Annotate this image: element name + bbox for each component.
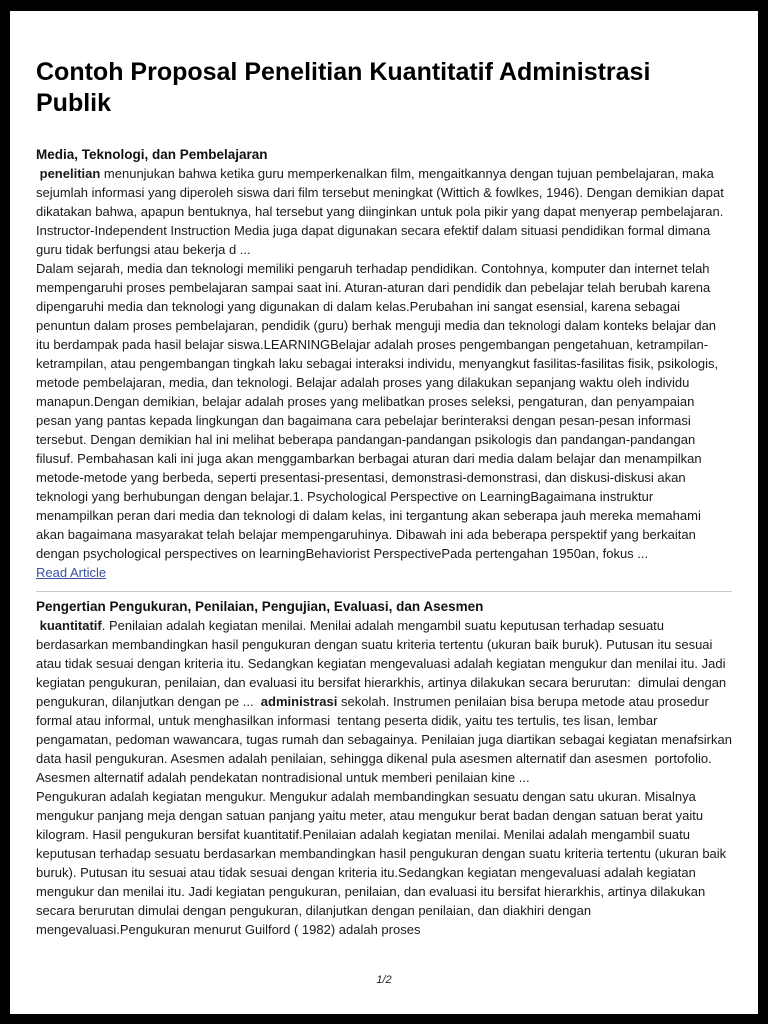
highlighted-keyword: kuantitatif: [36, 618, 102, 633]
document-page: [10, 11, 758, 1014]
section-1-paragraph-2: Dalam sejarah, media dan teknologi memiliki pengaruh terhadap pendidikan. Contohnya, komputer dan internet telah mempengaruhi proses pembelajaran sampai saat ini. Aturan-aturan dari pendidik dan pebelajar telah berubah karena dipengaruhi media dan teknologi yang digunakan di dalam kelas.Perubahan ini sangat esensial, karena sebagai penuntun dalam proses pembelajaran, pendidik (guru) berhak menguji media dan teknologi dalam konteks belajar dan itu berdampak pada hasil belajar siswa.LEARNINGBelajar adalah proses pengembangan pengetahuan, ketrampilan-ketrampilan, atau pengembangan tingkah laku sebagai interaksi individu, menyangkut fasilitas-fasilitas fisik, psikologis, metode pembelajaran, media, dan teknologi. Belajar adalah proses yang dilakukan sepanjang waktu oleh individu manapun.Dengan demikian, belajar adalah proses yang melibatkan proses seleksi, pengaturan, dan penyampaian pesan yang pantas kepada lingkungan dan bagaimana cara pebelajar berinteraksi dengan pesan-pesan informasi tersebut. Dengan demikian hal ini melihat beberapa pandangan-pandangan psikologis dan pandangan-pandangan filusuf. Pembahasan kali ini juga akan menggambarkan berbagai aturan dari media dalam belajar dan menampilkan metode-metode yang berbeda, seperti presentasi-presentasi, demonstrasi-demonstrasi, dan diskusi-diskusi akan teknologi yang berhubungan dengan belajar.1. Psychological Perspective on LearningBagaimana instruktur menampilkan peran dari media dan teknologi di dalam kelas, ini tergantung akan seberapa jauh mereka memahami akan bagaimana masyarakat telah belajar mempengaruhinya. Dibawah ini ada beberapa perspektif yang berkaitan dengan psychological perspectives on learningBehaviorist PerspectivePada pertengahan 1950an, fokus ...: [36, 261, 722, 561]
section-divider: [36, 591, 732, 592]
document-content: [10, 11, 758, 939]
article-snippet-2: [36, 597, 736, 939]
section-1-paragraph-1: [36, 164, 732, 259]
read-article-link[interactable]: Read Article: [36, 565, 107, 580]
section-1-heading: Media, Teknologi, dan Pembelajaran: [36, 147, 268, 162]
snippet-text: . Penilaian adalah kegiatan menilai. Menilai adalah mengambil suatu keputusan terhadap sesuatu berdasarkan membandingkan hasil pengukuran dengan suatu kriteria tertentu (ukuran baik buruk). Putusan itu sesuai atau tidak sesuai dengan kriteria itu. Sedangkan kegiatan mengevaluasi adalah kegiatan mengukur dan menilai itu. Jadi kegiatan pengukuran, penilaian, dan evaluasi itu bersifat hierarkhis, artinya dilakukan secara berurutan: dimulai dengan pengukuran, dilanjutkan dengan pe ...: [36, 618, 730, 709]
read-article-row: [36, 563, 732, 582]
section-2-paragraph-2: Pengukuran adalah kegiatan mengukur. Mengukur adalah membandingkan sesuatu dengan satu ukuran. Misalnya mengukur panjang meja dengan satuan panjang yaitu meter, atau mengukur berat badan dengan satuan berat yaitu kilogram. Hasil pengukuran bersifat kuantitatif.Penilaian adalah kegiatan menilai. Menilai adalah mengambil suatu keputusan terhadap sesuatu berdasarkan membandingkan hasil pengukuran dengan suatu kriteria tertentu (ukuran baik buruk). Putusan itu sesuai atau tidak sesuai dengan kriteria itu.Sedangkan kegiatan mengevaluasi adalah kegiatan mengukur dan menilai itu. Jadi kegiatan pengukuran, penilaian, dan evaluasi itu bersifat hierarkhis, artinya dilakukan secara berurutan dimulai dengan pengukuran, dilanjutkan dengan penilaian, dan diakhiri dengan mengevaluasi.Pengukuran menurut Guilford ( 1982) adalah proses: [36, 789, 730, 937]
snippet-text: menunjukan bahwa ketika guru memperkenalkan film, mengaitkannya dengan tujuan pembelajaran, maka sejumlah informasi yang diperoleh siswa dari film tersebut meningkat (Wittich & fowlkes, 1946). Dengan demikian dapat dikatakan bahwa, apapun bentuknya, hal tersebut yang diinginkan untuk pola pikir yang dapat menyerap pembelajaran. Instructor-Independent Instruction Media juga dapat digunakan secara efektif dalam situasi pendidikan formal dimana guru tidak berfungsi atau bekerja d ...: [36, 166, 728, 257]
snippet-text: sekolah. Instrumen penilaian bisa berupa metode atau prosedur formal atau informal, untuk menghasilkan informasi tentang peserta didik, yaitu tes tertulis, tes lisan, lembar pengamatan, pedoman wawancara, tugas rumah dan sebagainya. Penilaian juga diartikan sebagai kegiatan menafsirkan data hasil pengukuran. Asesmen adalah penilaian, sehingga dikenal pula asesmen alternatif dan asesmen portofolio. Asesmen alternatif adalah pendekatan nontradisional untuk memberi penilaian kine ...: [36, 694, 736, 785]
section-2-heading: Pengertian Pengukuran, Penilaian, Pengujian, Evaluasi, dan Asesmen: [36, 599, 484, 614]
section-2-paragraph-1: [36, 616, 736, 787]
article-snippet-1: [36, 145, 732, 582]
document-title: Contoh Proposal Penelitian Kuantitatif Administrasi Publik: [36, 58, 651, 117]
highlighted-keyword: penelitian: [36, 166, 101, 181]
page-number: 1/2: [376, 974, 392, 986]
highlighted-keyword: administrasi: [260, 694, 338, 709]
